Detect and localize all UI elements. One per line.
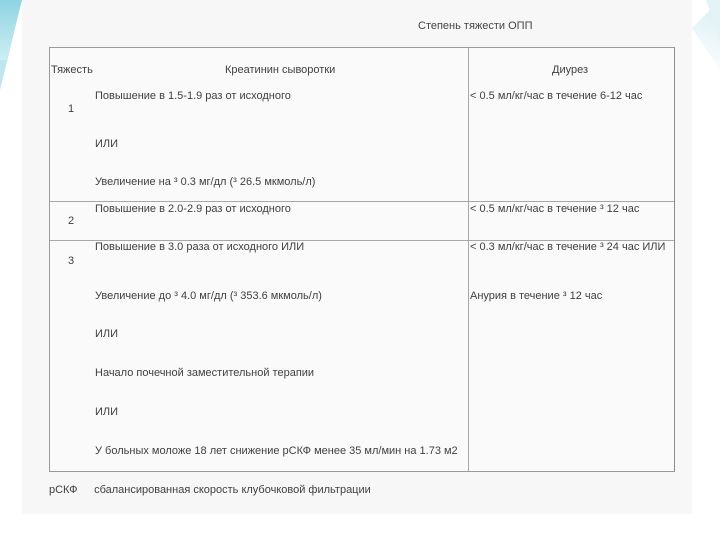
stage-number: 2 bbox=[68, 215, 75, 227]
row-divider bbox=[50, 201, 674, 202]
or-separator: ИЛИ bbox=[95, 406, 119, 418]
header-creatinine: Креатинин сыворотки bbox=[225, 64, 336, 76]
severity-table bbox=[49, 47, 675, 472]
footnote-abbreviation: рСКФ bbox=[49, 484, 78, 496]
creatinine-criterion: Увеличение на ³ 0.3 мг/дл (³ 26.5 мкмоль/л) bbox=[95, 176, 316, 188]
stage-number: 1 bbox=[68, 103, 75, 115]
diuresis-criterion: < 0.3 мл/кг/час в течение ³ 24 час ИЛИ bbox=[470, 241, 666, 253]
creatinine-criterion: Повышение в 2.0-2.9 раз от исходного bbox=[95, 203, 291, 215]
footnote-text: сбалансированная скорость клубочковой фильтрации bbox=[94, 484, 371, 496]
or-separator: ИЛИ bbox=[95, 328, 119, 340]
or-separator: ИЛИ bbox=[95, 138, 119, 150]
slide bbox=[22, 0, 692, 514]
diuresis-criterion: < 0.5 мл/кг/час в течение 6-12 час bbox=[470, 90, 643, 102]
creatinine-criterion: Увеличение до ³ 4.0 мг/дл (³ 353.6 мкмоль/л) bbox=[95, 290, 322, 302]
diuresis-criterion: Анурия в течение ³ 12 час bbox=[470, 290, 603, 302]
creatinine-criterion: Начало почечной заместительной терапии bbox=[95, 367, 315, 379]
diuresis-criterion: < 0.5 мл/кг/час в течение ³ 12 час bbox=[470, 203, 640, 215]
creatinine-criterion: Повышение в 1.5-1.9 раз от исходного bbox=[95, 90, 291, 102]
footnote bbox=[49, 484, 371, 496]
column-divider bbox=[468, 48, 469, 471]
creatinine-criterion: Повышение в 3.0 раза от исходного ИЛИ bbox=[95, 241, 305, 253]
header-severity: Тяжесть bbox=[51, 64, 93, 76]
header-diuresis: Диурез bbox=[552, 64, 589, 76]
stage-number: 3 bbox=[68, 255, 75, 267]
creatinine-criterion: У больных моложе 18 лет снижение рСКФ менее 35 мл/мин на 1.73 м2 bbox=[95, 445, 458, 457]
slide-title: Степень тяжести ОПП bbox=[418, 20, 533, 32]
